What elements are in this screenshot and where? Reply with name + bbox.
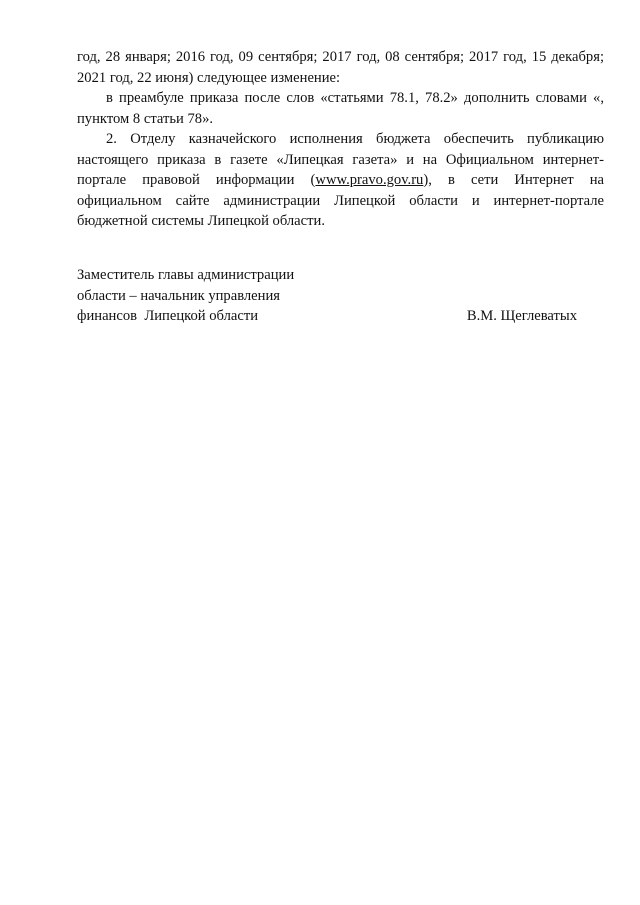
signatory-title-line-1: Заместитель главы администрации [77,267,295,283]
signature-block [77,265,577,327]
paragraph-publication [77,129,604,232]
signatory-title-line-3: финансов Липецкой области [77,308,259,324]
paragraph-publication-text-end: ), в сети Интернет на официальном сайте администрации Липецкой области и интернет-портале бюджетной системы Липецкой области. [77,172,604,229]
paragraph-continuation [77,47,604,88]
document-body [77,47,604,232]
paragraph-continuation-text: год, 28 января; 2016 год, 09 сентября; 2017 год, 08 сентября; 2017 год, 15 декабря; 2021 год, 22 июня) следующее изменение: [77,49,604,86]
signatory-name: В.М. Щеглеватых [466,308,577,324]
paragraph-preamble-amendment [77,88,604,129]
signatory-row [77,306,577,327]
signatory-title-line-2: области – начальник управления [77,287,280,304]
paragraph-publication-text-start: 2. Отделу казначейского исполнения бюджета обеспечить публикацию настоящего приказа в газете «Липецкая газета» и на Официальном интернет-портале правовой информации ( [77,131,604,188]
pravo-gov-link[interactable]: www.pravo.gov.ru [315,172,424,188]
paragraph-preamble-amendment-text: в преамбуле приказа после слов «статьями 78.1, 78.2» дополнить словами «, пунктом 8 статьи 78». [77,90,604,127]
